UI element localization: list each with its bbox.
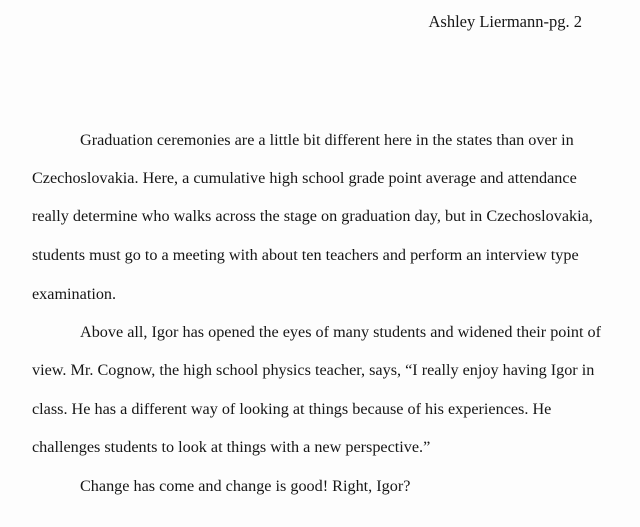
paragraph-1-line-4: students must go to a meeting with about ten teachers and perform an interview type <box>32 246 579 264</box>
paragraph-2-line-4: challenges students to look at things with a new perspective.” <box>32 438 431 456</box>
paragraph-1-line-3: really determine who walks across the stage on graduation day, but in Czechoslovakia, <box>32 207 593 225</box>
paragraph-3-line-1: Change has come and change is good! Right, Igor? <box>80 477 411 495</box>
paragraph-2-line-3: class. He has a different way of looking at things because of his experiences. He <box>32 400 552 418</box>
running-head: Ashley Liermann-pg. 2 <box>428 12 582 31</box>
paragraph-1-line-2: Czechoslovakia. Here, a cumulative high school grade point average and attendance <box>32 169 577 187</box>
paragraph-1-line-1: Graduation ceremonies are a little bit different here in the states than over in <box>80 131 574 149</box>
paragraph-2-line-2: view. Mr. Cognow, the high school physics teacher, says, “I really enjoy having Igor in <box>32 361 595 379</box>
paragraph-2-line-1: Above all, Igor has opened the eyes of many students and widened their point of <box>80 323 602 341</box>
paragraph-1-line-5: examination. <box>32 285 117 303</box>
